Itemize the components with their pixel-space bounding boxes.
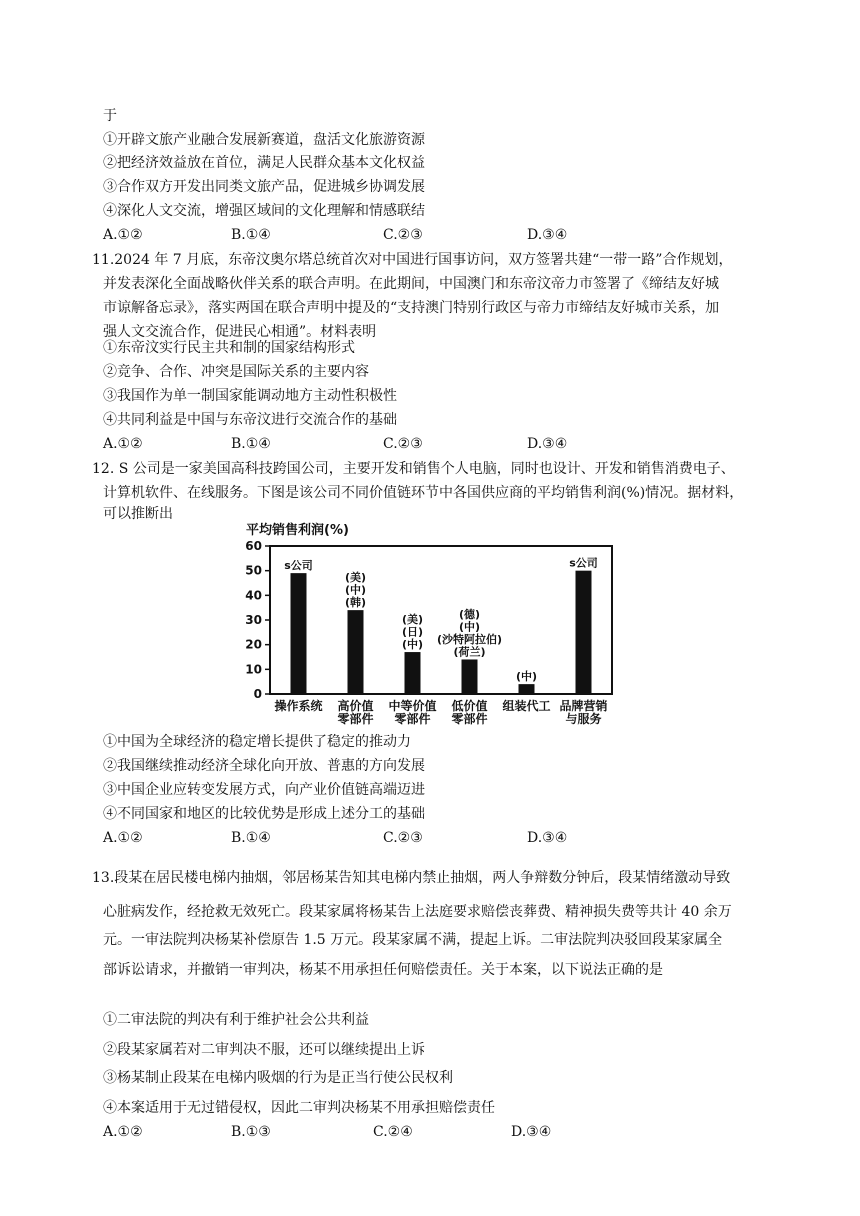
bar-label: (中) <box>458 620 481 634</box>
q10-option-1: ①开辟文旅产业融合发展新赛道，盘活文化旅游资源 <box>103 132 425 148</box>
y-tick-label: 60 <box>245 539 262 553</box>
q10-option-4: ④深化人文交流，增强区域间的文化理解和情感联结 <box>103 203 425 219</box>
y-tick-label: 0 <box>253 687 262 701</box>
x-tick-label: 品牌营销 <box>559 699 608 713</box>
q13-option-3: ③杨某制止段某在电梯内吸烟的行为是正当行使公民权利 <box>103 1070 453 1086</box>
bar-label: (韩) <box>344 596 367 610</box>
bar-label: s公司 <box>569 556 598 570</box>
choice-b[interactable]: B.①④ <box>231 436 271 452</box>
x-tick-label: 零部件 <box>394 712 431 726</box>
x-tick-label: 操作系统 <box>274 699 323 713</box>
y-axis-title: 平均销售利润(%) <box>246 523 349 538</box>
bar-3 <box>405 652 421 694</box>
bar-label: (美) <box>401 613 424 627</box>
y-tick-label: 50 <box>245 563 262 578</box>
q12-stem-line-3: 可以推断出 <box>103 506 173 522</box>
q13-option-2: ②段某家属若对二审判决不服，还可以继续提出上诉 <box>103 1042 425 1058</box>
bar-label: (日) <box>401 625 424 639</box>
q12-stem-line-2: 计算机软件、在线服务。下图是该公司不同价值链环节中各国供应商的平均销售利润(%)情况。据材料， <box>103 485 744 501</box>
bar-label: s公司 <box>284 559 313 573</box>
bar-label: (荷兰) <box>453 645 486 659</box>
choice-d[interactable]: D.③④ <box>527 436 568 452</box>
q13-stem-line-2: 心脏病发作，经抢救无效死亡。段某家属将杨某告上法庭要求赔偿丧葬费、精神损失费等共计 40 余万 <box>103 904 732 920</box>
x-tick-label: 中等价值 <box>388 699 437 713</box>
q12-option-3: ③中国企业应转变发展方式，向产业价值链高端迈进 <box>103 782 425 798</box>
choice-b[interactable]: B.①④ <box>231 830 271 846</box>
choice-c[interactable]: C.②④ <box>373 1124 413 1140</box>
q13-stem-line-4: 部诉讼请求，并撤销一审判决，杨某不用承担任何赔偿责任。关于本案，以下说法正确的是 <box>103 962 663 978</box>
q11-option-4: ④共同利益是中国与东帝汶进行交流合作的基础 <box>103 412 397 428</box>
q13-option-4: ④本案适用于无过错侵权，因此二审判决杨某不用承担赔偿责任 <box>103 1100 495 1116</box>
x-tick-label: 高价值 <box>337 699 374 713</box>
bar-2 <box>348 610 364 694</box>
q11-stem-line-1: 11.2024 年 7 月底，东帝汶奥尔塔总统首次对中国进行国事访问，双方签署共建“一带一路”合作规划， <box>92 252 733 268</box>
bar-label: (德) <box>458 607 481 621</box>
choice-b[interactable]: B.①④ <box>231 227 271 243</box>
y-tick-label: 10 <box>245 662 262 677</box>
q11-option-3: ③我国作为单一制国家能调动地方主动性积极性 <box>103 388 397 404</box>
q12-option-1: ①中国为全球经济的稳定增长提供了稳定的推动力 <box>103 734 411 750</box>
bar-label: (中) <box>401 638 424 652</box>
q12-option-4: ④不同国家和地区的比较优势是形成上述分工的基础 <box>103 806 425 822</box>
choice-c[interactable]: C.②③ <box>383 830 423 846</box>
choice-a[interactable]: A.①② <box>103 1124 143 1140</box>
choice-b[interactable]: B.①③ <box>231 1124 271 1140</box>
q10-option-3: ③合作双方开发出同类文旅产品，促进城乡协调发展 <box>103 179 425 195</box>
q12-option-2: ②我国继续推动经济全球化向开放、普惠的方向发展 <box>103 758 425 774</box>
x-tick-label: 组装代工 <box>502 699 551 713</box>
q11-option-2: ②竞争、合作、冲突是国际关系的主要内容 <box>103 364 369 380</box>
bar-label: (中) <box>515 670 538 684</box>
x-tick-label: 零部件 <box>337 712 374 726</box>
y-tick-label: 30 <box>245 613 262 627</box>
q11-stem-line-2: 并发表深化全面战略伙伴关系的联合声明。在此期间，中国澳门和东帝汶帝力市签署了《缔结友好城 <box>103 276 719 292</box>
choice-d[interactable]: D.③④ <box>527 830 568 846</box>
choice-a[interactable]: A.①② <box>103 830 143 846</box>
x-tick-label: 与服务 <box>565 712 602 726</box>
q10-option-2: ②把经济效益放在首位，满足人民群众基本文化权益 <box>103 155 425 171</box>
q11-option-1: ①东帝汶实行民主共和制的国家结构形式 <box>103 340 355 356</box>
x-tick-label: 零部件 <box>451 712 488 726</box>
y-tick-label: 20 <box>245 637 262 652</box>
q13-stem-line-3: 元。一审法院判决杨某补偿原告 1.5 万元。段某家属不满，提起上诉。二审法院判决驳回段某家属全 <box>103 932 723 948</box>
y-tick-label: 40 <box>245 588 262 603</box>
bar-label: (美) <box>344 571 367 585</box>
choice-a[interactable]: A.①② <box>103 436 143 452</box>
profit-bar-chart <box>244 520 624 728</box>
choice-d[interactable]: D.③④ <box>511 1124 552 1140</box>
plot-frame <box>270 546 612 694</box>
q13-stem-line-1: 13.段某在居民楼电梯内抽烟，邻居杨某告知其电梯内禁止抽烟，两人争辩数分钟后，段某情绪激动导致 <box>92 870 731 886</box>
choice-c[interactable]: C.②③ <box>383 227 423 243</box>
choice-a[interactable]: A.①② <box>103 227 143 243</box>
choice-c[interactable]: C.②③ <box>383 436 423 452</box>
bar-1 <box>291 573 307 694</box>
q13-option-1: ①二审法院的判决有利于维护社会公共利益 <box>103 1012 369 1028</box>
bar-6 <box>576 571 592 694</box>
q11-stem-line-3: 市谅解备忘录》，落实两国在联合声明中提及的“支持澳门特别行政区与帝力市缔结友好城市关系，加 <box>103 300 720 316</box>
q11-stem-line-4: 强人文交流合作，促进民心相通”。材料表明 <box>103 324 377 340</box>
choice-d[interactable]: D.③④ <box>527 227 568 243</box>
q10-stem-tail: 于 <box>103 108 117 124</box>
q12-stem-line-1: 12. S 公司是一家美国高科技跨国公司，主要开发和销售个人电脑，同时也设计、开发和销售消费电子、 <box>92 461 735 477</box>
bar-label: (沙特阿拉伯) <box>436 632 503 646</box>
bar-5 <box>519 684 535 694</box>
bar-4 <box>462 659 478 694</box>
bar-label: (中) <box>344 583 367 597</box>
x-tick-label: 低价值 <box>451 699 488 713</box>
